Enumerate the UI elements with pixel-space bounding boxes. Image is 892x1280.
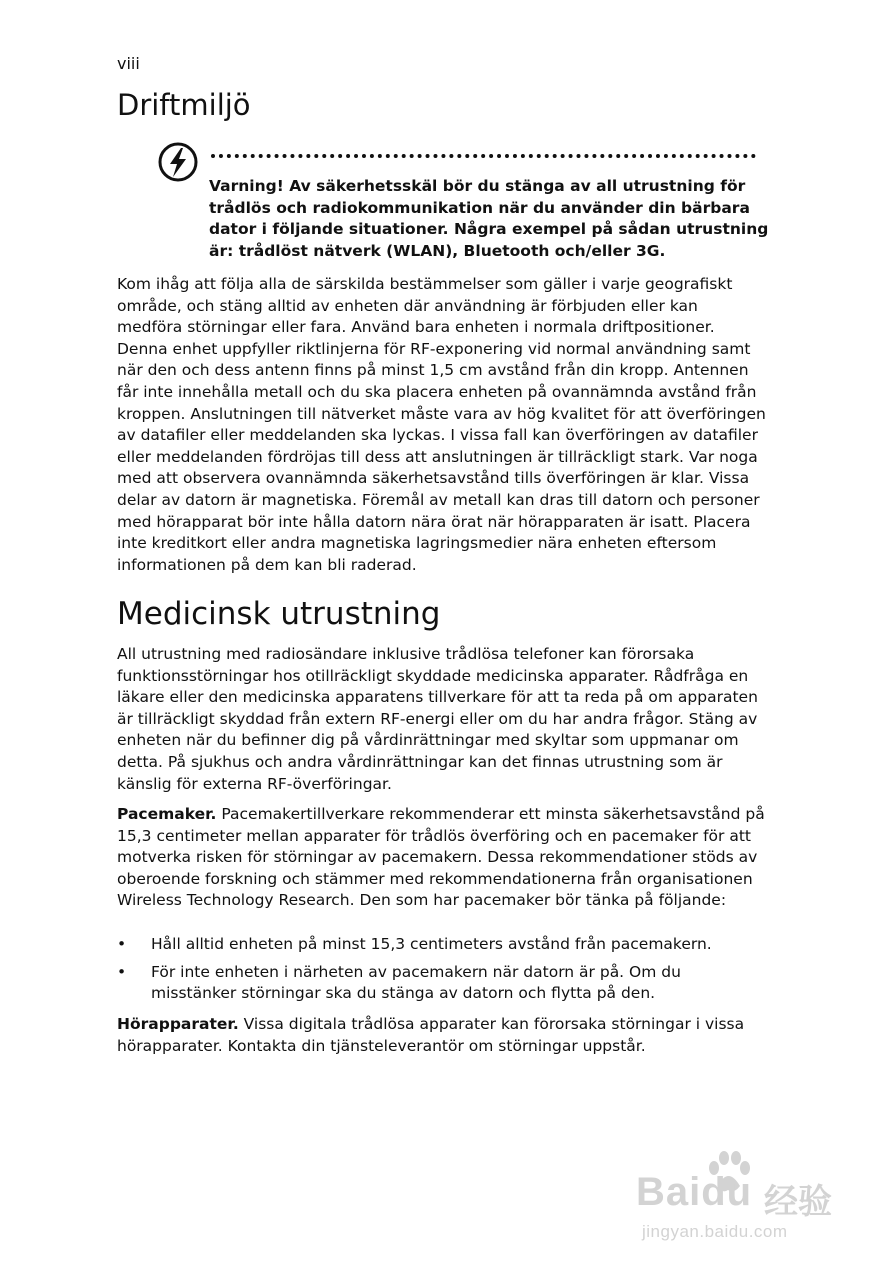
list-item: [117, 934, 767, 956]
pacemaker-lead: Pacemaker.: [117, 805, 217, 823]
pacemaker-paragraph: [117, 804, 767, 912]
warning-divider: [211, 154, 756, 158]
horapparater-paragraph: [117, 1014, 767, 1057]
bullet-text: För inte enheten i närheten av pacemakern när datorn är på. Om du misstänker störningar ska du stänga av datorn och flytta på den.: [151, 962, 681, 1003]
horapparater-lead: Hörapparater.: [117, 1015, 239, 1033]
medicinsk-paragraph: All utrustning med radiosändare inklusive trådlösa telefoner kan förorsaka funktionsstörningar hos otillräckligt skyddade medicinska apparater. Rådfråga en läkare eller den medicinska apparatens tillverkare för att ta reda på om apparaten är tillräckligt skyddad från extern RF-energi eller om du har andra frågor. Stäng av enheten när du befinner dig på vårdinrättningar med skyltar som uppmanar om detta. På sjukhus och andra vårdinrättningar kan det finnas utrustning som är känslig för externa RF-överföringar.: [117, 645, 758, 793]
horapparater-body: Vissa digitala trådlösa apparater kan förorsaka störningar i vissa hörapparater. Kontakta din tjänsteleverantör om störningar uppstår.: [117, 1015, 745, 1055]
list-item: [117, 962, 767, 1005]
page-number: viii: [117, 54, 140, 73]
watermark-logo: Baidu: [636, 1170, 753, 1214]
warning-icon: [157, 141, 199, 183]
bullet-symbol: •: [117, 962, 127, 981]
bullet-symbol: •: [117, 935, 127, 953]
watermark-url: jingyan.baidu.com: [642, 1222, 788, 1241]
section-heading-medicinsk: Medicinsk utrustning: [117, 596, 441, 632]
driftmiljo-paragraph: Kom ihåg att följa alla de särskilda bestämmelser som gäller i varje geografiskt område, och stäng alltid av enheten där användning är förbjuden eller kan medföra störningar eller fara. Använd bara enheten i normala driftpositioner. Denna enhet uppfyller riktlinjerna för RF-exponering vid normal användning samt när den och dess antenn finns på minst 1,5 cm avstånd från din kropp. Antennen får inte innehålla metall och du ska placera enheten på ovannämnda avstånd från kroppen. Anslutningen till nätverket måste vara av hög kvalitet för att överföringen av datafiler eller meddelanden ska lyckas. I vissa fall kan överföringen av datafiler eller meddelanden fördröjas till dess att anslutningen är tillräckligt stark. Var noga med att observera ovannämnda säkerhetsavstånd tills överföringen är klar. Vissa delar av datorn är magnetiska. Föremål av metall kan dras till datorn och personer med hörapparat bör inte hålla datorn nära örat när hörapparaten är isatt. Placera inte kreditkort eller andra magnetiska lagringsmedier nära enheten eftersom informationen på dem kan bli raderad.: [117, 275, 766, 574]
baidu-watermark: [636, 1150, 846, 1250]
pacemaker-body: Pacemakertillverkare rekommenderar ett minsta säkerhetsavstånd på 15,3 centimeter mellan apparater för trådlös överföring och en pacemaker för att motverka risken för störningar av pacemakern. Dessa rekommendationer stöds av oberoende forskning och stämmer med rekommendationerna från organisationen Wireless Technology Research. Den som har pacemaker bör tänka på följande:: [117, 805, 765, 910]
pacemaker-bullet-list: [117, 934, 767, 1011]
warning-text: Varning! Av säkerhetsskäl bör du stänga av all utrustning för trådlös och radiokommunikation när du använder din bärbara dator i följande situationer. Några exempel på sådan utrustning är: trådlöst nätverk (WLAN), Bluetooth och/eller 3G.: [209, 177, 769, 260]
bullet-text: Håll alltid enheten på minst 15,3 centimeters avstånd från pacemakern.: [151, 935, 712, 953]
watermark-chinese: 经验: [764, 1182, 832, 1222]
section-heading-driftmiljo: Driftmiljö: [117, 88, 251, 122]
